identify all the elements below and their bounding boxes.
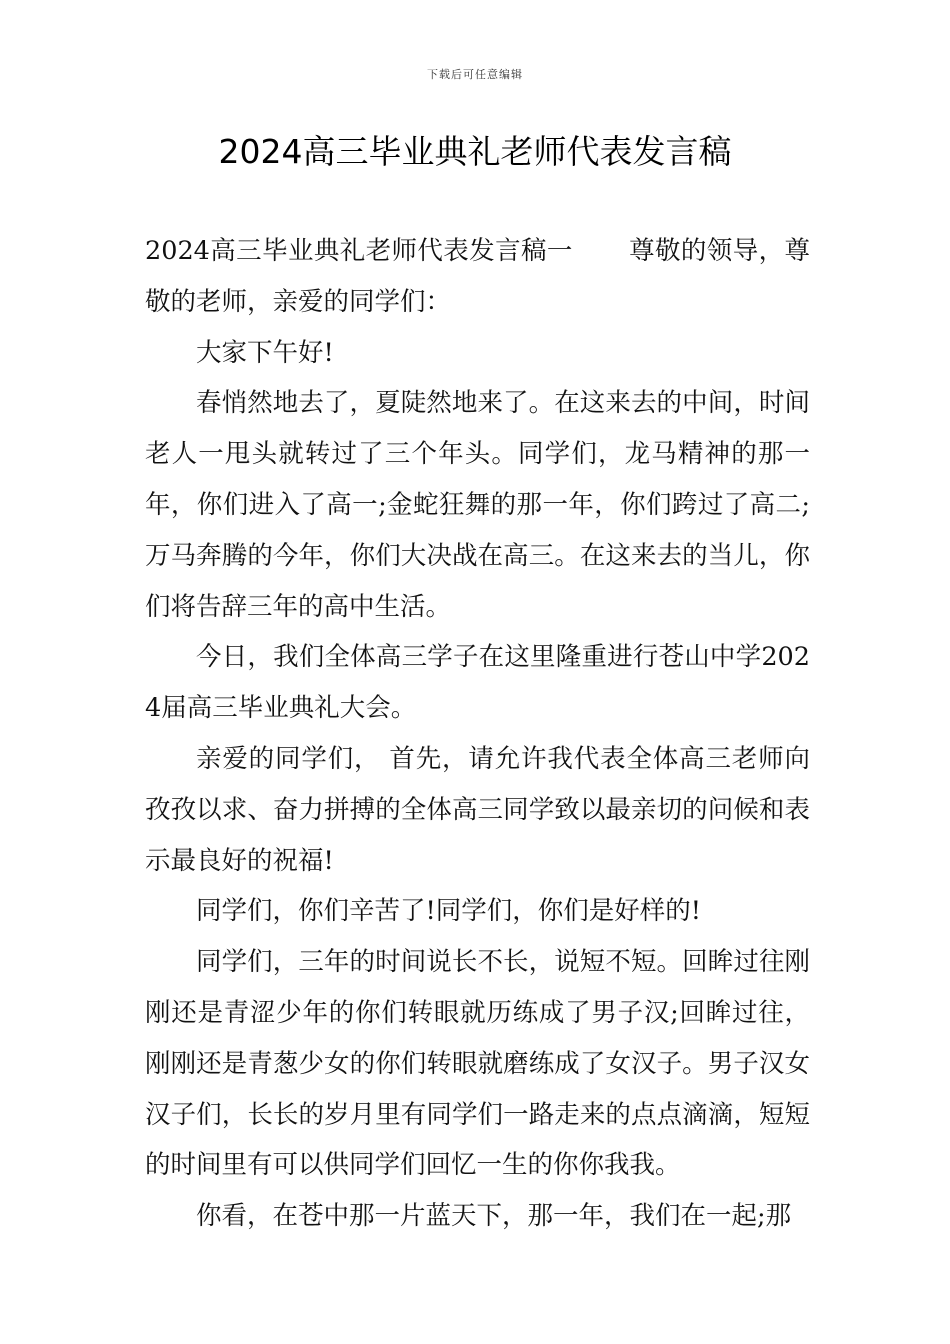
salutation: 尊敬的领导，尊敬的老师，亲爱的同学们： [145,236,810,317]
paragraph-ceremony: 今日，我们全体高三学子在这里隆重进行苍山中学2024届高三毕业典礼大会。 [145,642,810,724]
paragraph-greeting: 大家下午好! [196,337,334,368]
opening-paragraph [145,226,810,328]
opening-lead: 2024高三毕业典礼老师代表发言稿一 [145,236,573,266]
document-title: 2024高三毕业典礼老师代表发言稿 [218,132,732,171]
header-note: 下载后可任意编辑 [427,68,523,81]
paragraph-regards: 亲爱的同学们， 首先，请允许我代表全体高三老师向孜孜以求、奋力拼搏的全体高三同学致以最亲切的问候和表示最良好的祝福! [145,743,810,876]
paragraph-seasons: 春悄然地去了，夏陡然地来了。在这来去的中间，时间老人一甩头就转过了三个年头。同学们，龙马精神的那一年，你们进入了高一;金蛇狂舞的那一年，你们跨过了高二;万马奔腾的今年，你们大决战在高三。在这来去的当儿，你们将告辞三年的高中生活。 [145,388,810,622]
document-body [145,226,810,1242]
paragraph-praise: 同学们，你们辛苦了!同学们，你们是好样的! [196,896,701,927]
paragraph-together: 你看，在苍中那一片蓝天下，那一年，我们在一起;那 [196,1201,792,1232]
paragraph-memories: 同学们，三年的时间说长不长，说短不短。回眸过往刚刚还是青涩少年的你们转眼就历练成了男子汉;回眸过往，刚刚还是青葱少女的你们转眼就磨练成了女汉子。男子汉女汉子们，长长的岁月里有同学们一路走来的点点滴滴，短短的时间里有可以供同学们回忆一生的你你我我。 [145,947,810,1181]
